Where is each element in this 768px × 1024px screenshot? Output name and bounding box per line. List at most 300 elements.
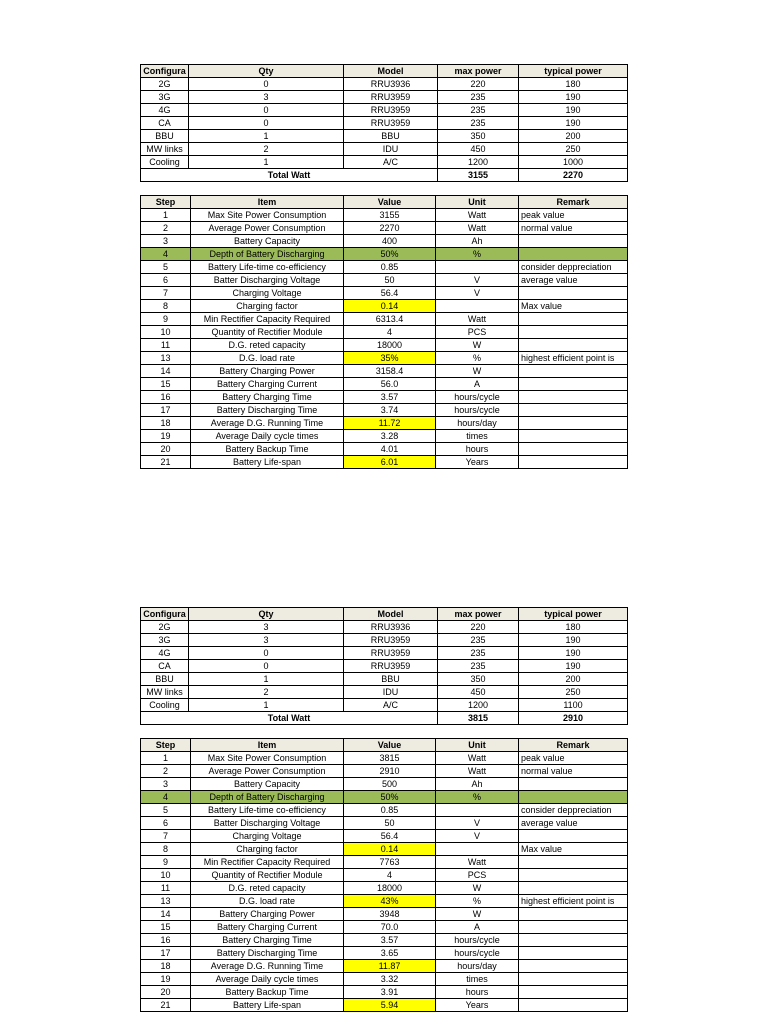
config-header-cell: typical power: [519, 65, 628, 78]
config-row: [141, 673, 628, 686]
value-cell: 0.14: [344, 300, 436, 313]
calc-header-row: [141, 739, 628, 752]
step-cell: 9: [141, 856, 191, 869]
step-cell: 13: [141, 352, 191, 365]
calc-header-row: [141, 196, 628, 209]
config-cell: IDU: [344, 143, 438, 156]
value-cell: 56.4: [344, 287, 436, 300]
calc-row: [141, 830, 628, 843]
step-cell: 5: [141, 261, 191, 274]
unit-cell: %: [436, 352, 519, 365]
unit-cell: %: [436, 895, 519, 908]
config-cell: 220: [438, 621, 519, 634]
step-cell: 14: [141, 365, 191, 378]
unit-cell: hours/day: [436, 960, 519, 973]
remark-cell: [519, 313, 628, 326]
item-cell: Battery Charging Time: [191, 391, 344, 404]
unit-cell: PCS: [436, 326, 519, 339]
config-header-cell: max power: [438, 65, 519, 78]
item-cell: Battery Capacity: [191, 778, 344, 791]
calc-row: [141, 999, 628, 1012]
calc-row: [141, 274, 628, 287]
config-cell: 235: [438, 660, 519, 673]
item-cell: Battery Charging Power: [191, 908, 344, 921]
total-watt-label: Total Watt: [141, 169, 438, 182]
config-cell: BBU: [344, 673, 438, 686]
config-cell: MW links: [141, 143, 189, 156]
step-cell: 15: [141, 378, 191, 391]
step-cell: 21: [141, 999, 191, 1012]
unit-cell: times: [436, 430, 519, 443]
config-row: [141, 647, 628, 660]
unit-cell: hours: [436, 443, 519, 456]
value-cell: 50: [344, 817, 436, 830]
calc-row: [141, 986, 628, 999]
config-cell: RRU3959: [344, 104, 438, 117]
item-cell: Depth of Battery Discharging: [191, 248, 344, 261]
step-cell: 2: [141, 222, 191, 235]
total-typical-power: 2270: [519, 169, 628, 182]
config-cell: 3G: [141, 91, 189, 104]
remark-cell: [519, 960, 628, 973]
remark-cell: [519, 404, 628, 417]
config-cell: 200: [519, 130, 628, 143]
unit-cell: V: [436, 817, 519, 830]
step-cell: 4: [141, 791, 191, 804]
config-cell: Cooling: [141, 156, 189, 169]
config-cell: 0: [189, 660, 344, 673]
calc-row: [141, 804, 628, 817]
step-cell: 6: [141, 274, 191, 287]
value-cell: 3155: [344, 209, 436, 222]
calc-row: [141, 908, 628, 921]
config-cell: 0: [189, 78, 344, 91]
calc-row: [141, 752, 628, 765]
config-row: [141, 634, 628, 647]
unit-cell: V: [436, 830, 519, 843]
remark-cell: [519, 456, 628, 469]
config-row: [141, 117, 628, 130]
remark-cell: [519, 830, 628, 843]
unit-cell: hours/cycle: [436, 404, 519, 417]
calc-row: [141, 947, 628, 960]
item-cell: D.G. load rate: [191, 352, 344, 365]
item-cell: Average Daily cycle times: [191, 430, 344, 443]
remark-cell: [519, 947, 628, 960]
step-cell: 15: [141, 921, 191, 934]
step-cell: 17: [141, 947, 191, 960]
step-cell: 3: [141, 778, 191, 791]
config-cell: 1: [189, 673, 344, 686]
config-cell: RRU3936: [344, 78, 438, 91]
step-cell: 11: [141, 339, 191, 352]
config-cell: 3: [189, 621, 344, 634]
remark-cell: [519, 430, 628, 443]
unit-cell: W: [436, 339, 519, 352]
calc-row: [141, 765, 628, 778]
value-cell: 3.74: [344, 404, 436, 417]
config-header-row: [141, 608, 628, 621]
config-cell: RRU3959: [344, 647, 438, 660]
item-cell: Battery Charging Time: [191, 934, 344, 947]
calc-header-cell: Remark: [519, 739, 628, 752]
config-cell: 0: [189, 647, 344, 660]
remark-cell: consider deppreciation: [519, 804, 628, 817]
step-cell: 9: [141, 313, 191, 326]
step-cell: 19: [141, 430, 191, 443]
config-cell: MW links: [141, 686, 189, 699]
config-cell: 1100: [519, 699, 628, 712]
calc-row: [141, 456, 628, 469]
config-cell: 3: [189, 634, 344, 647]
step-cell: 21: [141, 456, 191, 469]
calc-row: [141, 895, 628, 908]
step-cell: 19: [141, 973, 191, 986]
calc-row: [141, 287, 628, 300]
calc-header-cell: Step: [141, 196, 191, 209]
config-cell: 350: [438, 130, 519, 143]
item-cell: Min Rectifier Capacity Required: [191, 313, 344, 326]
unit-cell: A: [436, 921, 519, 934]
calc-header-cell: Item: [191, 739, 344, 752]
step-cell: 8: [141, 843, 191, 856]
item-cell: Battery Capacity: [191, 235, 344, 248]
item-cell: Charging Voltage: [191, 830, 344, 843]
item-cell: Max Site Power Consumption: [191, 209, 344, 222]
value-cell: 3815: [344, 752, 436, 765]
item-cell: Battery Discharging Time: [191, 404, 344, 417]
config-cell: Cooling: [141, 699, 189, 712]
unit-cell: hours/day: [436, 417, 519, 430]
value-cell: 35%: [344, 352, 436, 365]
config-cell: RRU3936: [344, 621, 438, 634]
config-cell: 1: [189, 699, 344, 712]
unit-cell: V: [436, 287, 519, 300]
unit-cell: W: [436, 882, 519, 895]
value-cell: 7763: [344, 856, 436, 869]
value-cell: 3158.4: [344, 365, 436, 378]
step-cell: 14: [141, 908, 191, 921]
config-cell: 250: [519, 143, 628, 156]
config-cell: RRU3959: [344, 660, 438, 673]
item-cell: Battery Life-span: [191, 999, 344, 1012]
step-cell: 3: [141, 235, 191, 248]
value-cell: 0.14: [344, 843, 436, 856]
calc-row: [141, 235, 628, 248]
config-total-row: [141, 169, 628, 182]
config-cell: 450: [438, 143, 519, 156]
calc-header-cell: Step: [141, 739, 191, 752]
calc-row: [141, 313, 628, 326]
calc-row: [141, 365, 628, 378]
remark-cell: [519, 326, 628, 339]
remark-cell: [519, 986, 628, 999]
calc-row: [141, 339, 628, 352]
unit-cell: Watt: [436, 752, 519, 765]
config-total-row: [141, 712, 628, 725]
step-cell: 7: [141, 830, 191, 843]
calc-row: [141, 973, 628, 986]
item-cell: Batter Discharging Voltage: [191, 274, 344, 287]
config-cell: CA: [141, 117, 189, 130]
value-cell: 500: [344, 778, 436, 791]
config-cell: RRU3959: [344, 634, 438, 647]
item-cell: Average Daily cycle times: [191, 973, 344, 986]
remark-cell: [519, 287, 628, 300]
value-cell: 56.4: [344, 830, 436, 843]
remark-cell: Max value: [519, 300, 628, 313]
step-cell: 20: [141, 986, 191, 999]
unit-cell: Ah: [436, 235, 519, 248]
unit-cell: hours/cycle: [436, 947, 519, 960]
value-cell: 3.28: [344, 430, 436, 443]
config-header-cell: Qty: [189, 608, 344, 621]
step-cell: 16: [141, 391, 191, 404]
value-cell: 56.0: [344, 378, 436, 391]
config-cell: 190: [519, 647, 628, 660]
calc-row: [141, 261, 628, 274]
calc-row: [141, 248, 628, 261]
remark-cell: [519, 791, 628, 804]
calc-row: [141, 378, 628, 391]
item-cell: Average Power Consumption: [191, 222, 344, 235]
item-cell: Quantity of Rectifier Module: [191, 869, 344, 882]
config-cell: 1: [189, 156, 344, 169]
config-row: [141, 156, 628, 169]
config-cell: RRU3959: [344, 91, 438, 104]
step-cell: 11: [141, 882, 191, 895]
item-cell: Charging factor: [191, 300, 344, 313]
calc-header-cell: Value: [344, 739, 436, 752]
item-cell: Batter Discharging Voltage: [191, 817, 344, 830]
step-cell: 5: [141, 804, 191, 817]
total-watt-label: Total Watt: [141, 712, 438, 725]
step-cell: 4: [141, 248, 191, 261]
item-cell: Battery Charging Power: [191, 365, 344, 378]
remark-cell: normal value: [519, 222, 628, 235]
remark-cell: highest efficient point is: [519, 895, 628, 908]
calc-row: [141, 300, 628, 313]
calc-row: [141, 352, 628, 365]
step-cell: 2: [141, 765, 191, 778]
config-row: [141, 660, 628, 673]
config-cell: 1: [189, 130, 344, 143]
value-cell: 3.65: [344, 947, 436, 960]
config-cell: 2G: [141, 621, 189, 634]
remark-cell: normal value: [519, 765, 628, 778]
step-cell: 6: [141, 817, 191, 830]
calc-row: [141, 960, 628, 973]
value-cell: 3948: [344, 908, 436, 921]
config-cell: A/C: [344, 699, 438, 712]
calc-header-cell: Remark: [519, 196, 628, 209]
unit-cell: V: [436, 274, 519, 287]
unit-cell: Watt: [436, 222, 519, 235]
unit-cell: Watt: [436, 313, 519, 326]
total-typical-power: 2910: [519, 712, 628, 725]
value-cell: 3.32: [344, 973, 436, 986]
calc-row: [141, 209, 628, 222]
value-cell: 11.87: [344, 960, 436, 973]
value-cell: 18000: [344, 339, 436, 352]
unit-cell: %: [436, 248, 519, 261]
unit-cell: Watt: [436, 765, 519, 778]
config-cell: BBU: [344, 130, 438, 143]
config-cell: 0: [189, 104, 344, 117]
config-header-row: [141, 65, 628, 78]
item-cell: D.G. load rate: [191, 895, 344, 908]
unit-cell: hours/cycle: [436, 934, 519, 947]
calc-row: [141, 817, 628, 830]
calc-row: [141, 882, 628, 895]
calc-header-cell: Value: [344, 196, 436, 209]
config-header-cell: Configura: [141, 608, 189, 621]
config-cell: 350: [438, 673, 519, 686]
item-cell: Battery Charging Current: [191, 378, 344, 391]
unit-cell: [436, 843, 519, 856]
item-cell: Min Rectifier Capacity Required: [191, 856, 344, 869]
item-cell: Battery Life-time co-efficiency: [191, 261, 344, 274]
unit-cell: W: [436, 908, 519, 921]
step-cell: 1: [141, 209, 191, 222]
config-cell: 1200: [438, 156, 519, 169]
config-row: [141, 699, 628, 712]
remark-cell: [519, 882, 628, 895]
value-cell: 5.94: [344, 999, 436, 1012]
remark-cell: peak value: [519, 209, 628, 222]
value-cell: 11.72: [344, 417, 436, 430]
value-cell: 50: [344, 274, 436, 287]
unit-cell: times: [436, 973, 519, 986]
step-cell: 13: [141, 895, 191, 908]
config-cell: 4G: [141, 104, 189, 117]
unit-cell: A: [436, 378, 519, 391]
step-cell: 18: [141, 960, 191, 973]
calc-row: [141, 391, 628, 404]
calc-header-cell: Item: [191, 196, 344, 209]
item-cell: Average D.G. Running Time: [191, 960, 344, 973]
remark-cell: [519, 235, 628, 248]
value-cell: 2270: [344, 222, 436, 235]
config-cell: 200: [519, 673, 628, 686]
item-cell: Charging Voltage: [191, 287, 344, 300]
scenario-block-2: [140, 607, 628, 1012]
value-cell: 50%: [344, 248, 436, 261]
remark-cell: [519, 869, 628, 882]
config-cell: 1200: [438, 699, 519, 712]
config-cell: 190: [519, 634, 628, 647]
calc-row: [141, 443, 628, 456]
config-cell: 2: [189, 143, 344, 156]
config-cell: 1000: [519, 156, 628, 169]
item-cell: Quantity of Rectifier Module: [191, 326, 344, 339]
config-row: [141, 621, 628, 634]
step-cell: 18: [141, 417, 191, 430]
config-cell: IDU: [344, 686, 438, 699]
config-row: [141, 686, 628, 699]
value-cell: 2910: [344, 765, 436, 778]
remark-cell: [519, 248, 628, 261]
config-row: [141, 91, 628, 104]
calc-row: [141, 222, 628, 235]
item-cell: Charging factor: [191, 843, 344, 856]
value-cell: 50%: [344, 791, 436, 804]
config-cell: 235: [438, 117, 519, 130]
item-cell: Battery Discharging Time: [191, 947, 344, 960]
scenario-block-1: [140, 64, 628, 469]
config-cell: 235: [438, 634, 519, 647]
calc-row: [141, 417, 628, 430]
value-cell: 4.01: [344, 443, 436, 456]
power-calculation-table: [140, 195, 628, 469]
calc-row: [141, 791, 628, 804]
calc-row: [141, 778, 628, 791]
value-cell: 3.57: [344, 391, 436, 404]
config-cell: 2: [189, 686, 344, 699]
unit-cell: hours/cycle: [436, 391, 519, 404]
config-cell: A/C: [344, 156, 438, 169]
remark-cell: Max value: [519, 843, 628, 856]
step-cell: 16: [141, 934, 191, 947]
calc-row: [141, 430, 628, 443]
item-cell: Battery Backup Time: [191, 443, 344, 456]
item-cell: Battery Charging Current: [191, 921, 344, 934]
value-cell: 43%: [344, 895, 436, 908]
config-cell: 235: [438, 104, 519, 117]
config-cell: 190: [519, 104, 628, 117]
step-cell: 8: [141, 300, 191, 313]
calc-row: [141, 921, 628, 934]
config-cell: 190: [519, 91, 628, 104]
calc-row: [141, 934, 628, 947]
item-cell: Battery Life-span: [191, 456, 344, 469]
item-cell: Average Power Consumption: [191, 765, 344, 778]
config-cell: 220: [438, 78, 519, 91]
calc-row: [141, 404, 628, 417]
calc-row: [141, 843, 628, 856]
config-cell: 450: [438, 686, 519, 699]
config-cell: 250: [519, 686, 628, 699]
remark-cell: average value: [519, 274, 628, 287]
unit-cell: Years: [436, 999, 519, 1012]
config-row: [141, 143, 628, 156]
remark-cell: [519, 999, 628, 1012]
config-header-cell: Qty: [189, 65, 344, 78]
config-header-cell: Model: [344, 65, 438, 78]
remark-cell: highest efficient point is: [519, 352, 628, 365]
config-cell: BBU: [141, 673, 189, 686]
value-cell: 6.01: [344, 456, 436, 469]
site-configuration-table: [140, 64, 628, 182]
item-cell: D.G. reted capacity: [191, 882, 344, 895]
remark-cell: [519, 378, 628, 391]
step-cell: 1: [141, 752, 191, 765]
item-cell: Max Site Power Consumption: [191, 752, 344, 765]
config-header-cell: typical power: [519, 608, 628, 621]
value-cell: 0.85: [344, 804, 436, 817]
remark-cell: [519, 921, 628, 934]
remark-cell: peak value: [519, 752, 628, 765]
unit-cell: PCS: [436, 869, 519, 882]
unit-cell: Watt: [436, 856, 519, 869]
value-cell: 4: [344, 326, 436, 339]
value-cell: 6313.4: [344, 313, 436, 326]
value-cell: 3.91: [344, 986, 436, 999]
config-cell: BBU: [141, 130, 189, 143]
remark-cell: [519, 417, 628, 430]
config-cell: RRU3959: [344, 117, 438, 130]
site-configuration-table: [140, 607, 628, 725]
